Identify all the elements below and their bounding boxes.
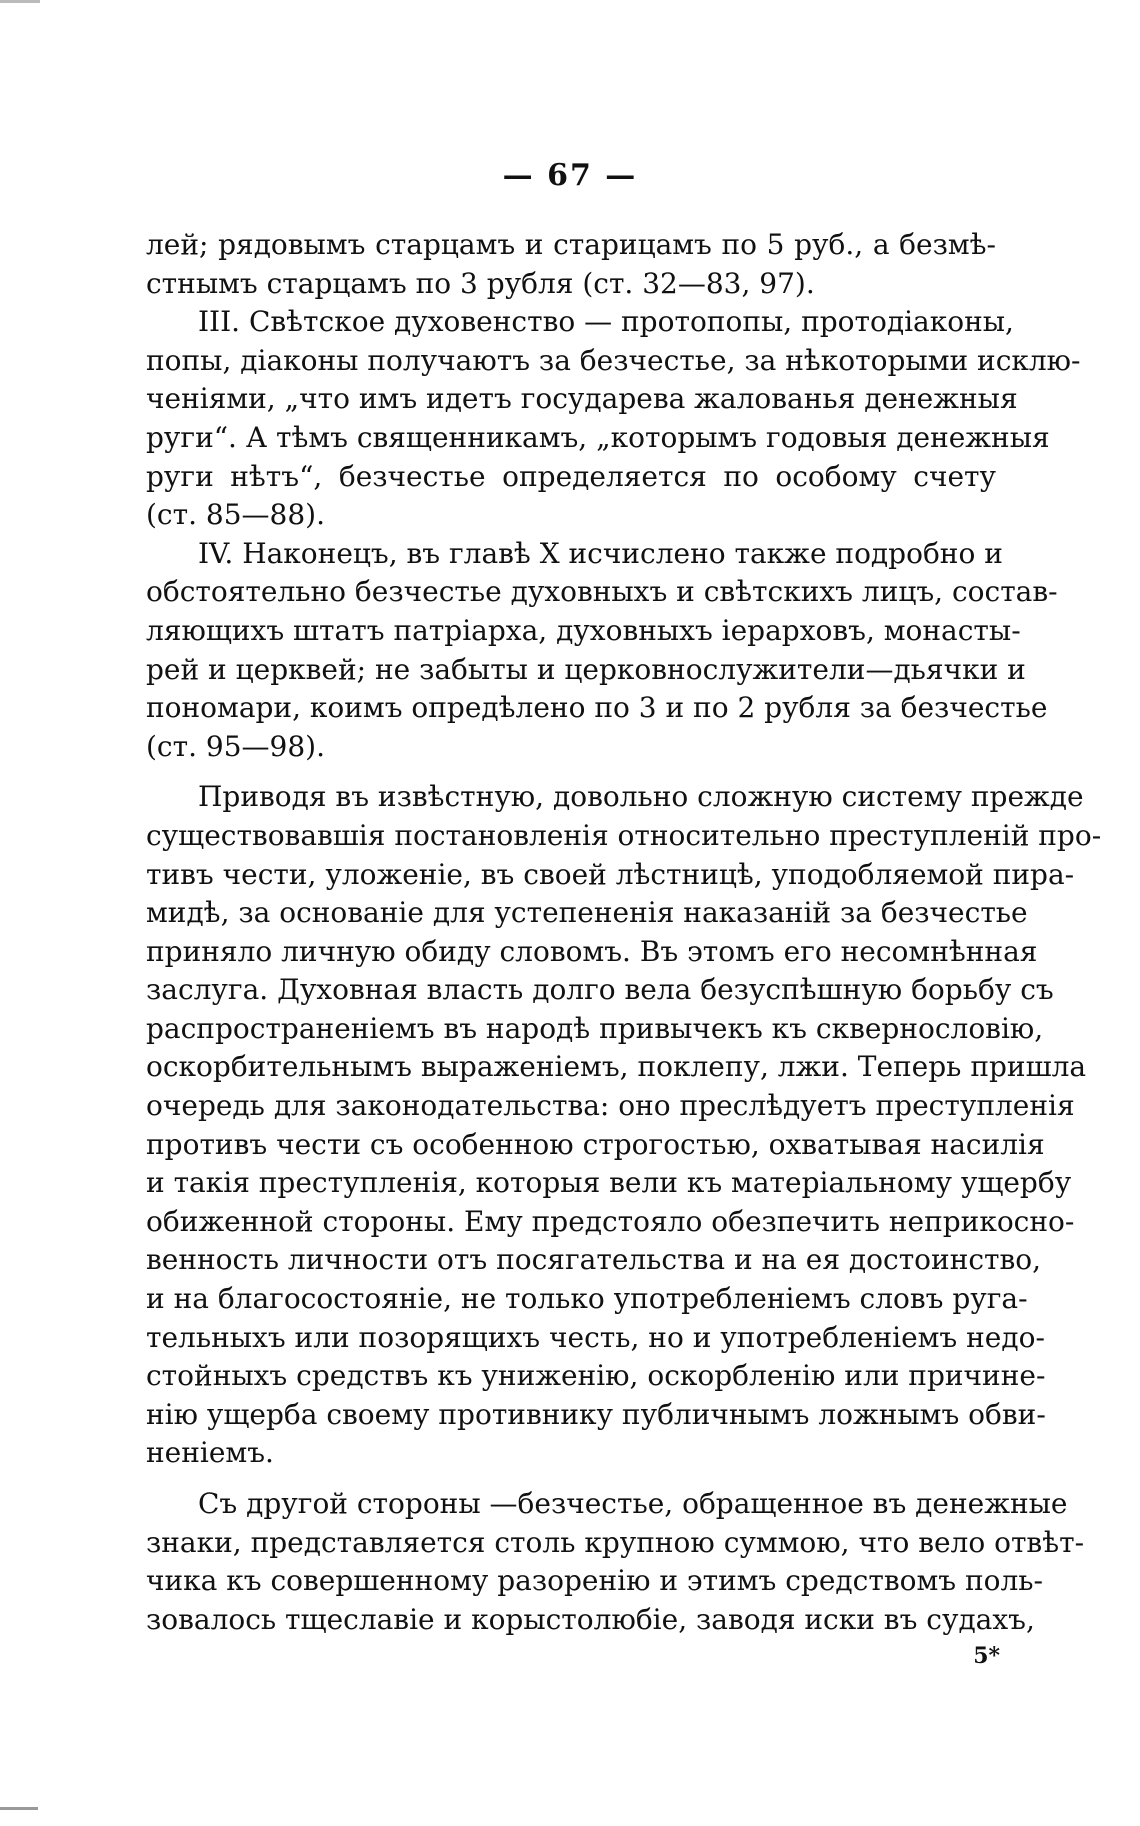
text-line: лей; рядовымъ старцамъ и старицамъ по 5 руб., а безмѣ- [146,228,996,261]
text-line: знаки, представляется столь крупною суммою, что вело отвѣт- [146,1525,1085,1559]
paragraph-gap [146,1473,996,1485]
text-line: очередь для законодательства: оно преслѣдуетъ преступленія [146,1089,1075,1123]
text-line: и такія преступленія, которыя вели къ матеріальному ущербу [146,1166,1072,1200]
text-line: оскорбительнымъ выраженіемъ, поклепу, лжи. Теперь пришла [146,1050,1087,1084]
text-line: попы, діаконы получаютъ за безчестье, за нѣкоторыми исклю- [146,343,1081,377]
text-line: существовавшія постановленія относительно преступленій про- [146,818,1102,852]
text-line: руги нѣтъ“, безчестье определяется по особому счету [146,459,996,493]
text-line: зовалось тщеславіе и корыстолюбіе, заводя иски въ судахъ, [146,1602,1035,1636]
text-line: распространеніемъ въ народѣ привычекъ къ сквернословію, [146,1011,1044,1045]
text-line: мидѣ, за основаніе для устепененія наказаній за безчестье [146,896,1028,930]
text-line: Съ другой стороны —безчестье, обращенное въ денежные [198,1487,1068,1520]
text-line: приняло личную обиду словомъ. Въ этомъ его несомнѣнная [146,934,1038,968]
text-line: руги“. А тѣмъ священникамъ, „которымъ годовыя денежныя [146,420,1050,454]
text-line: тельныхъ или позорящихъ честь, но и употребленіемъ недо- [146,1320,1045,1354]
text-line: ченіями, „что имъ идетъ государева жалованья денежныя [146,382,1018,416]
text-line: и на благосостояніе, не только употребленіемъ словъ руга- [146,1282,1028,1316]
text-line: тивъ чести, уложеніе, въ своей лѣстницѣ, уподобляемой пира- [146,857,1075,891]
text-line: (ст. 95—98). [146,729,325,763]
text-line: рей и церквей; не забыты и церковнослужители—дьячки и [146,652,1026,686]
scan-edge-mark [0,0,40,3]
paragraph-gap [146,766,996,778]
text-line: неніемъ. [146,1436,274,1470]
text-line: чика къ совершенному разоренію и этимъ средствомъ поль- [146,1564,1043,1598]
text-line: Приводя въ извѣстную, довольно сложную систему прежде [198,780,1084,814]
text-line: обиженной стороны. Ему предстояло обезпечить неприкосно- [146,1204,1075,1238]
text-line: заслуга. Духовная власть долго вела безуспѣшную борьбу съ [146,973,1054,1007]
text-line: ляющихъ штатъ патріарха, духовныхъ іерарховъ, монасты- [146,613,1021,647]
text-line: пономари, коимъ опредѣлено по 3 и по 2 рубля за безчестье [146,691,1048,725]
page-number-header: — 67 — [502,158,638,193]
body-text [146,226,1102,1639]
text-line: IV. Наконецъ, въ главѣ X исчислено также подробно и [198,536,1003,570]
text-line: (ст. 85—88). [146,498,325,532]
text-line: противъ чести съ особенною строгостью, охватывая насилія [146,1127,1045,1161]
text-line: нію ущерба своему противнику публичнымъ ложнымъ обви- [146,1397,1046,1431]
text-line: III. Свѣтское духовенство — протопопы, протодіаконы, [198,305,1014,339]
signature-mark: 5* [973,1643,1000,1669]
text-line: стойныхъ средствъ къ униженію, оскорбленію или причине- [146,1359,1046,1393]
text-line: обстоятельно безчестье духовныхъ и свѣтскихъ лицъ, состав- [146,575,1058,609]
text-line: стнымъ старцамъ по 3 рубля (ст. 32—83, 97). [146,266,815,300]
scan-edge-mark [0,1807,38,1810]
text-line: венность личности отъ посягательства и на ея достоинство, [146,1243,1042,1277]
